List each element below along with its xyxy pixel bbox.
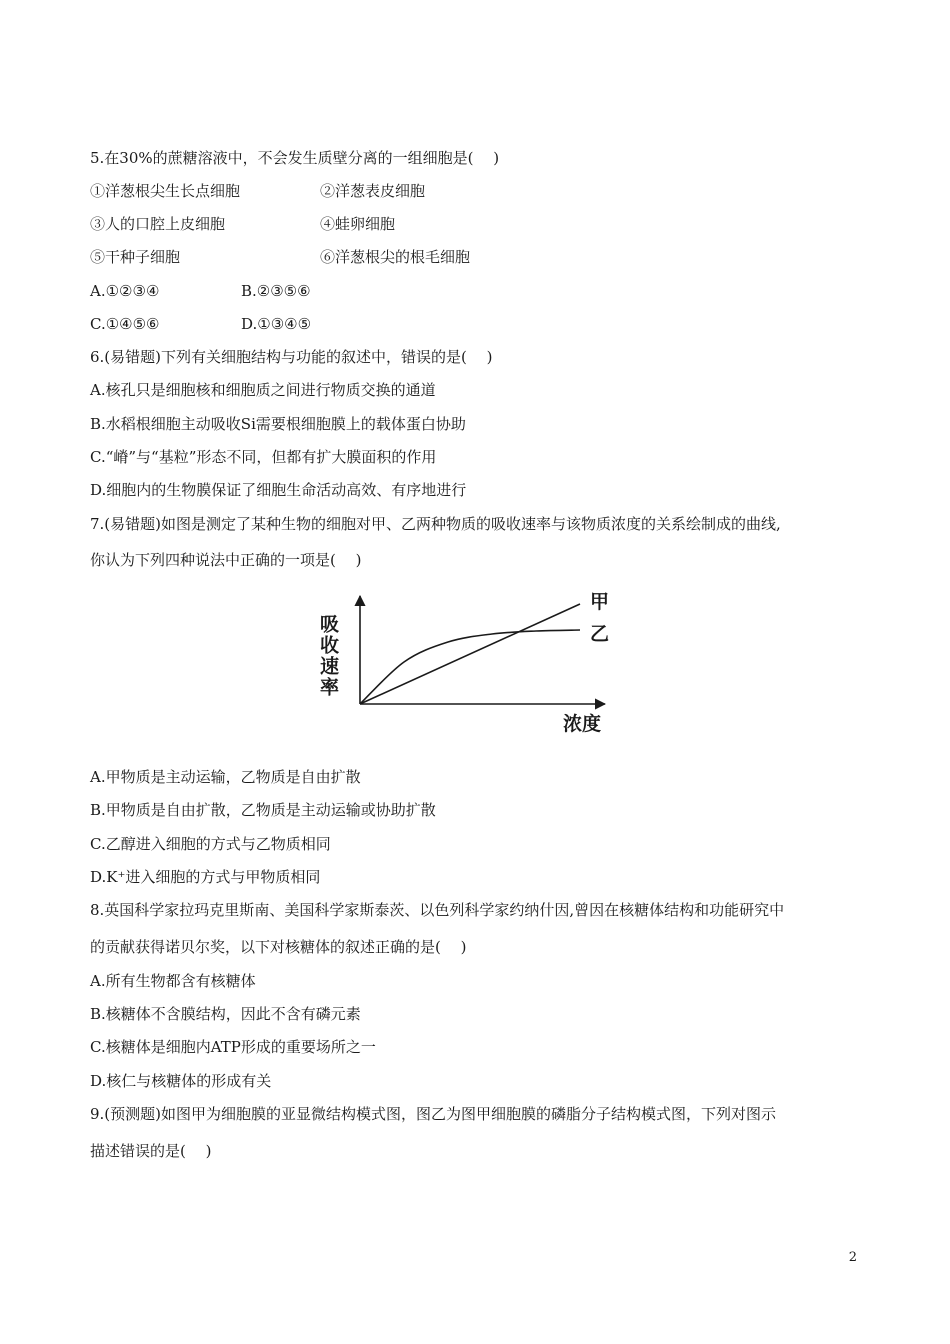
q5-item-5: ⑤干种子细胞 [90,248,181,266]
q8-stem-line2: 的贡献获得诺贝尔奖，以下对核糖体的叙述正确的是( ) [90,938,467,956]
q7-stem-line1: 7.(易错题)如图是测定了某种生物的细胞对甲、乙两种物质的吸收速率与该物质浓度的关系绘制成的曲线, [90,515,781,533]
q6-stem: 6.(易错题)下列有关细胞结构与功能的叙述中，错误的是( ) [90,348,493,366]
q6-option-c: C.“嵴”与“基粒”形态不同，但都有扩大膜面积的作用 [90,448,437,466]
q5-item-6: ⑥洋葱根尖的根毛细胞 [320,248,471,266]
q5-item-3: ③人的口腔上皮细胞 [90,215,226,233]
q8-option-c: C.核糖体是细胞内ATP形成的重要场所之一 [90,1038,376,1056]
q5-item-4: ④蛙卵细胞 [320,215,396,233]
q5-stem: 5.在30%的蔗糖溶液中，不会发生质壁分离的一组细胞是( ) [90,149,500,167]
q5-item-2: ②洋葱表皮细胞 [320,182,426,200]
series-label-2: 乙 [590,623,610,645]
q9-stem-line2: 描述错误的是( ) [90,1142,212,1160]
series-label-1: 甲 [590,591,610,613]
q8-option-d: D.核仁与核糖体的形成有关 [90,1072,272,1090]
q5-option-b: B.②③⑤⑥ [241,282,311,300]
q8-option-a: A.所有生物都含有核糖体 [90,972,256,990]
page-number: 2 [848,1250,857,1265]
x-axis-label: 浓度 [563,713,602,735]
q5-option-a: A.①②③④ [90,282,160,300]
absorption-rate-chart [317,588,625,736]
q7-option-d: D.K⁺进入细胞的方式与甲物质相同 [90,868,321,886]
q7-option-c: C.乙醇进入细胞的方式与乙物质相同 [90,835,331,853]
q8-option-b: B.核糖体不含膜结构，因此不含有磷元素 [90,1005,361,1023]
series-line-1 [360,604,580,704]
q5-option-d: D.①③④⑤ [241,315,312,333]
q8-stem-line1: 8.英国科学家拉玛克里斯南、美国科学家斯泰茨、以色列科学家约纳什因,曾因在核糖体结构和功能研究中 [90,901,785,919]
q5-option-c: C.①④⑤⑥ [90,315,160,333]
y-axis-label: 吸收速率 [317,614,339,698]
q7-option-a: A.甲物质是主动运输，乙物质是自由扩散 [90,768,361,786]
q7-option-b: B.甲物质是自由扩散，乙物质是主动运输或协助扩散 [90,801,436,819]
q7-stem-line2: 你认为下列四种说法中正确的一项是( ) [90,551,362,569]
q6-option-b: B.水稻根细胞主动吸收Si需要根细胞膜上的载体蛋白协助 [90,415,466,433]
q9-stem-line1: 9.(预测题)如图甲为细胞膜的亚显微结构模式图，图乙为图甲细胞膜的磷脂分子结构模式图，下列对图示 [90,1105,777,1123]
q5-item-1: ①洋葱根尖生长点细胞 [90,182,241,200]
q6-option-a: A.核孔只是细胞核和细胞质之间进行物质交换的通道 [90,381,436,399]
q6-option-d: D.细胞内的生物膜保证了细胞生命活动高效、有序地进行 [90,481,467,499]
series-line-2 [360,630,580,704]
